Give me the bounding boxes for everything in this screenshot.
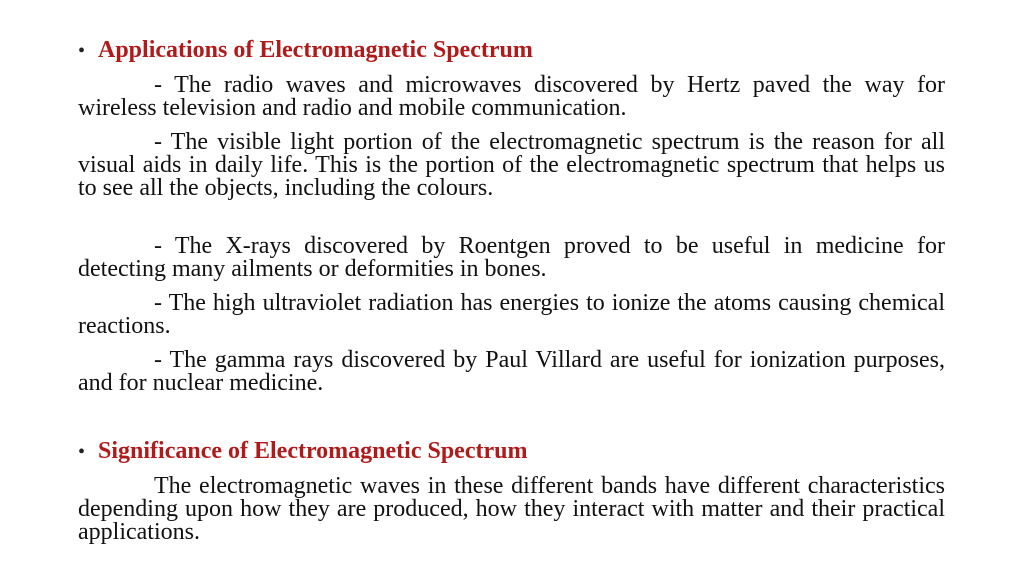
section-heading-significance	[78, 437, 527, 466]
heading-text: Significance of Electromagnetic Spectrum	[98, 438, 528, 464]
paragraph-visible-light: - The visible light portion of the electromagnetic spectrum is the reason for all visual aids in daily life. This is the portion of the electromagnetic spectrum that helps us to see all the objects, including the colours.	[78, 129, 945, 201]
section-heading-applications	[78, 36, 533, 65]
bullet-icon: •	[78, 40, 86, 62]
paragraph-ultraviolet: - The high ultraviolet radiation has energies to ionize the atoms causing chemical reactions.	[78, 290, 945, 339]
paragraph-gamma-rays: - The gamma rays discovered by Paul Villard are useful for ionization purposes, and for nuclear medicine.	[78, 347, 945, 396]
paragraph-x-rays: - The X-rays discovered by Roentgen proved to be useful in medicine for detecting many ailments or deformities in bones.	[78, 233, 945, 282]
bullet-icon: •	[78, 441, 86, 463]
paragraph-radio-waves: - The radio waves and microwaves discovered by Hertz paved the way for wireless television and radio and mobile communication.	[78, 72, 945, 121]
paragraph-significance: The electromagnetic waves in these different bands have different characteristics depending upon how they are produced, how they interact with matter and their practical applications.	[78, 473, 945, 545]
heading-text: Applications of Electromagnetic Spectrum	[98, 37, 533, 63]
